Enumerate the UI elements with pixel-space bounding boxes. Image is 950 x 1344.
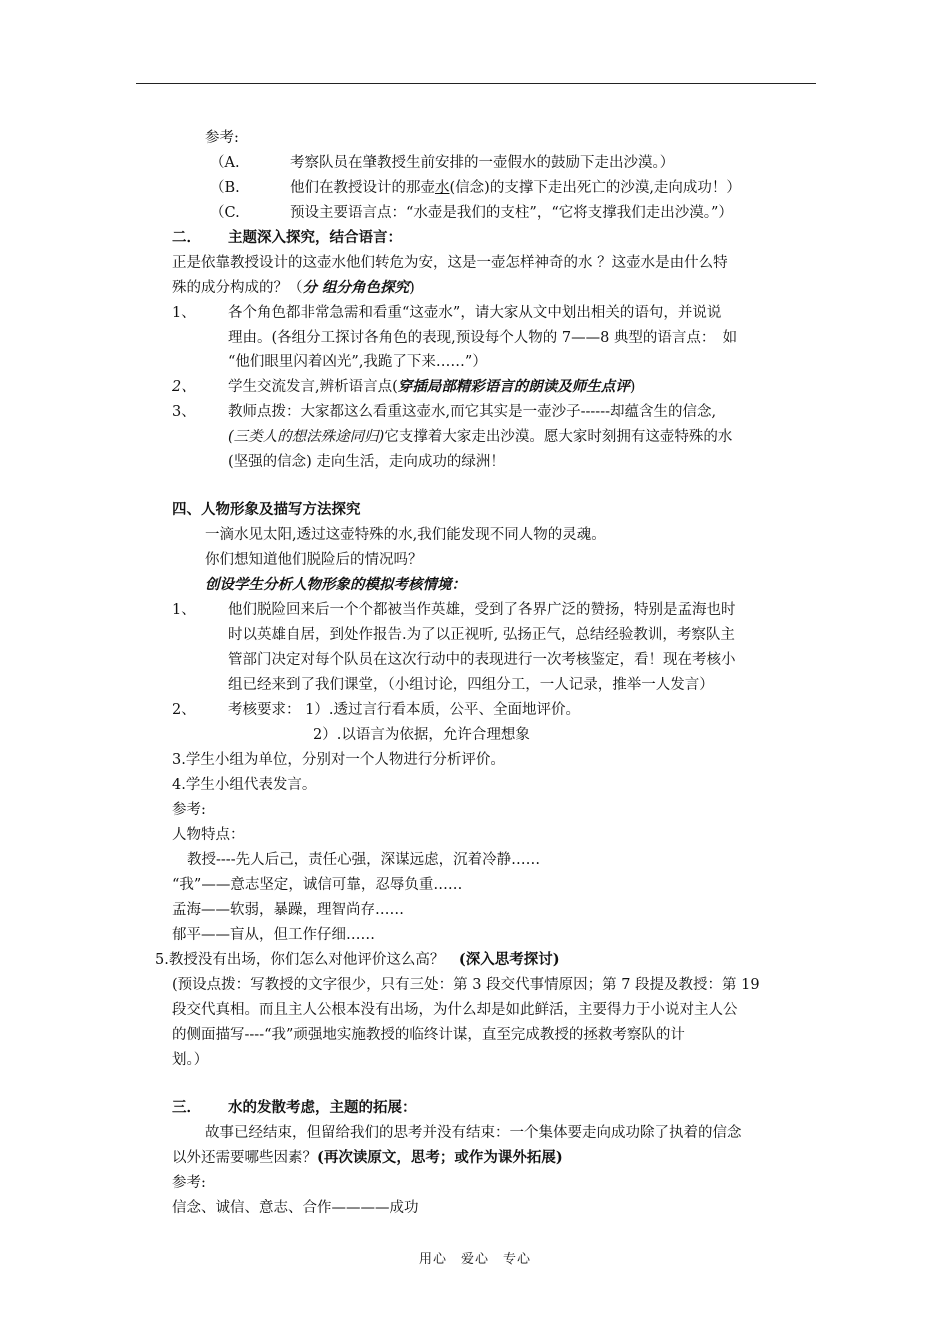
s2-item1-number: 1、: [172, 305, 196, 321]
s4-item1-line4: 组已经来到了我们课堂，（小组讨论，四组分工，一人记录，推举一人发言）: [228, 677, 714, 693]
ref1-c-tag: （C.: [210, 205, 240, 221]
s2-item1-line3: “他们眼里闪着凶光”,我跪了下来……”）: [228, 354, 487, 370]
s4-item2-line1: 考核要求： 1）.透过言行看本质，公平、全面地评价。: [228, 702, 580, 718]
s4-item1-line2: 时以英雄自居，到处作报告.为了以正视听, 弘扬正气，总结经验教训，考察队主: [228, 627, 735, 643]
s3-para-emphasis: (再次读原文，思考；或作为课外拓展): [317, 1149, 563, 1166]
s4-trait-me: “我”——意志坚定，诚信可靠，忍辱负重……: [172, 877, 463, 893]
s4-trait-menghai: 孟海——软弱，暴躁，理智尚存……: [172, 902, 404, 918]
s4-item1-line3: 管部门决定对每个队员在这次行动中的表现进行一次考核鉴定，看！现在考核小: [228, 652, 736, 668]
s4-trait-professor: 教授----先人后己，责任心强，深谋远虑，沉着冷静……: [187, 852, 541, 868]
s2-intro-emphasis: 分 组分角色探究: [302, 279, 410, 296]
ref1-c-text: 预设主要语言点：“水壶是我们的支柱”，“它将支撑我们走出沙漠。”）: [290, 205, 733, 221]
s4-scenario: 创设学生分析人物形象的模拟考核情境：: [205, 576, 466, 593]
s3-title: 水的发散考虑，主题的拓展：: [228, 1099, 417, 1116]
ref1-b-line: [290, 178, 741, 198]
ref1-label: 参考:: [205, 130, 239, 146]
page-footer: 用心 爱心 专心: [418, 1252, 531, 1267]
s4-traits-label: 人物特点：: [172, 827, 245, 843]
s3-para-pre: 以外还需要哪些因素？: [172, 1150, 317, 1166]
s2-item2-line: 学生交流发言,辨析语言点(穿插局部精彩语言的朗读及师生点评): [228, 378, 636, 395]
ref1-b-underlined: 水: [435, 180, 450, 196]
s2-item1-line2: 理由。(各组分工探讨各角色的表现,预设每个人物的 7——8 典型的语言点： 如: [228, 330, 738, 346]
s4-item2-line2: 2）.以语言为依据，允许合理想象: [313, 727, 530, 743]
s3-para-line2: [172, 1148, 563, 1168]
s3-para-line1: 故事已经结束，但留给我们的思考并没有结束：一个集体要走向成功除了执着的信念: [205, 1125, 742, 1141]
s4-trait-yuping: 郁平——盲从，但工作仔细……: [172, 927, 375, 943]
s4-item1-line1: 他们脱险回来后一个个都被当作英雄，受到了各界广泛的赞扬，特别是孟海也时: [228, 602, 736, 618]
s2-title: 主题深入探究，结合语言：: [228, 229, 402, 246]
ref1-a-text: 考察队员在肇教授生前安排的一壶假水的鼓励下走出沙漠。）: [290, 155, 675, 171]
s4-question5-text: 5.教授没有出场，你们怎么对他评价这么高？: [155, 952, 459, 968]
s4-para1: 一滴水见太阳,透过这壶特殊的水,我们能发现不同人物的灵魂。: [205, 527, 606, 543]
s4-item3: 3.学生小组为单位，分别对一个人物进行分析评价。: [172, 752, 505, 768]
s3-ref-label: 参考:: [172, 1175, 206, 1191]
s4-note-line4: 划。）: [172, 1052, 209, 1068]
ref1-a-tag: （A.: [210, 155, 240, 171]
s3-number: 三．: [172, 1099, 201, 1116]
s2-item3-line1: 教师点拨：大家都这么看重这壶水,而它其实是一壶沙子------却蕴含生的信念,: [228, 404, 717, 420]
s2-item3-emphasis: (三类人的想法殊途同归): [228, 429, 385, 445]
s2-intro-line2: 殊的成分构成的？（分 组分角色探究): [172, 279, 415, 296]
s2-item3-line2: [228, 427, 732, 447]
ref1-b-post: (信念)的支撑下走出死亡的沙漠,走向成功！）: [449, 180, 741, 196]
s4-question5: [155, 950, 560, 970]
s4-note-line3: 的侧面描写----“我”顽强地实施教授的临终计谋，直至完成教授的拯救考察队的计: [172, 1027, 685, 1043]
s2-number: 二．: [172, 229, 201, 246]
s4-title: 四、人物形象及描写方法探究: [172, 501, 361, 518]
header-rule: [136, 83, 816, 84]
s2-intro-pre: 殊的成分构成的？（: [172, 280, 303, 296]
s2-item2-emphasis: 穿插局部精彩语言的朗读及师生点评: [397, 378, 630, 395]
s4-item4: 4.学生小组代表发言。: [172, 777, 317, 793]
s2-item3-number: 3、: [172, 404, 196, 420]
s2-item2-number: 2、: [172, 379, 196, 395]
s2-intro-line1: 正是依靠教授设计的这壶水他们转危为安，这是一壶怎样神奇的水 ？这壶水是由什么特: [172, 255, 728, 271]
s4-question5-emphasis: (深入思考探讨): [458, 951, 560, 968]
s4-ref-label: 参考:: [172, 802, 206, 818]
s4-note-line2: 段交代真相。而且主人公根本没有出场，为什么却是如此鲜活，主要得力于小说对主人公: [172, 1002, 738, 1018]
s3-answer: 信念、诚信、意志、合作————成功: [172, 1200, 419, 1216]
s2-item1-line1: 各个角色都非常急需和看重“这壶水”，请大家从文中划出相关的语句，并说说: [228, 305, 722, 321]
s2-item3-post: 它支撑着大家走出沙漠。愿大家时刻拥有这壶特殊的水: [384, 429, 733, 445]
ref1-b-pre: 他们在教授设计的那壶: [290, 180, 435, 196]
s4-item2-number: 2、: [172, 702, 196, 718]
s4-note-line1: (预设点拨：写教授的文字很少，只有三处：第 3 段交代事情原因；第 7 段提及教授：第 19: [172, 977, 760, 993]
ref1-b-tag: （B.: [210, 180, 240, 196]
s4-para2: 你们想知道他们脱险后的情况吗？: [205, 552, 423, 568]
s2-item3-line3: (坚强的信念) 走向生活，走向成功的绿洲！: [228, 454, 505, 470]
s2-item2-pre: 学生交流发言,辨析语言点(: [228, 379, 398, 395]
s4-item1-number: 1、: [172, 602, 196, 618]
